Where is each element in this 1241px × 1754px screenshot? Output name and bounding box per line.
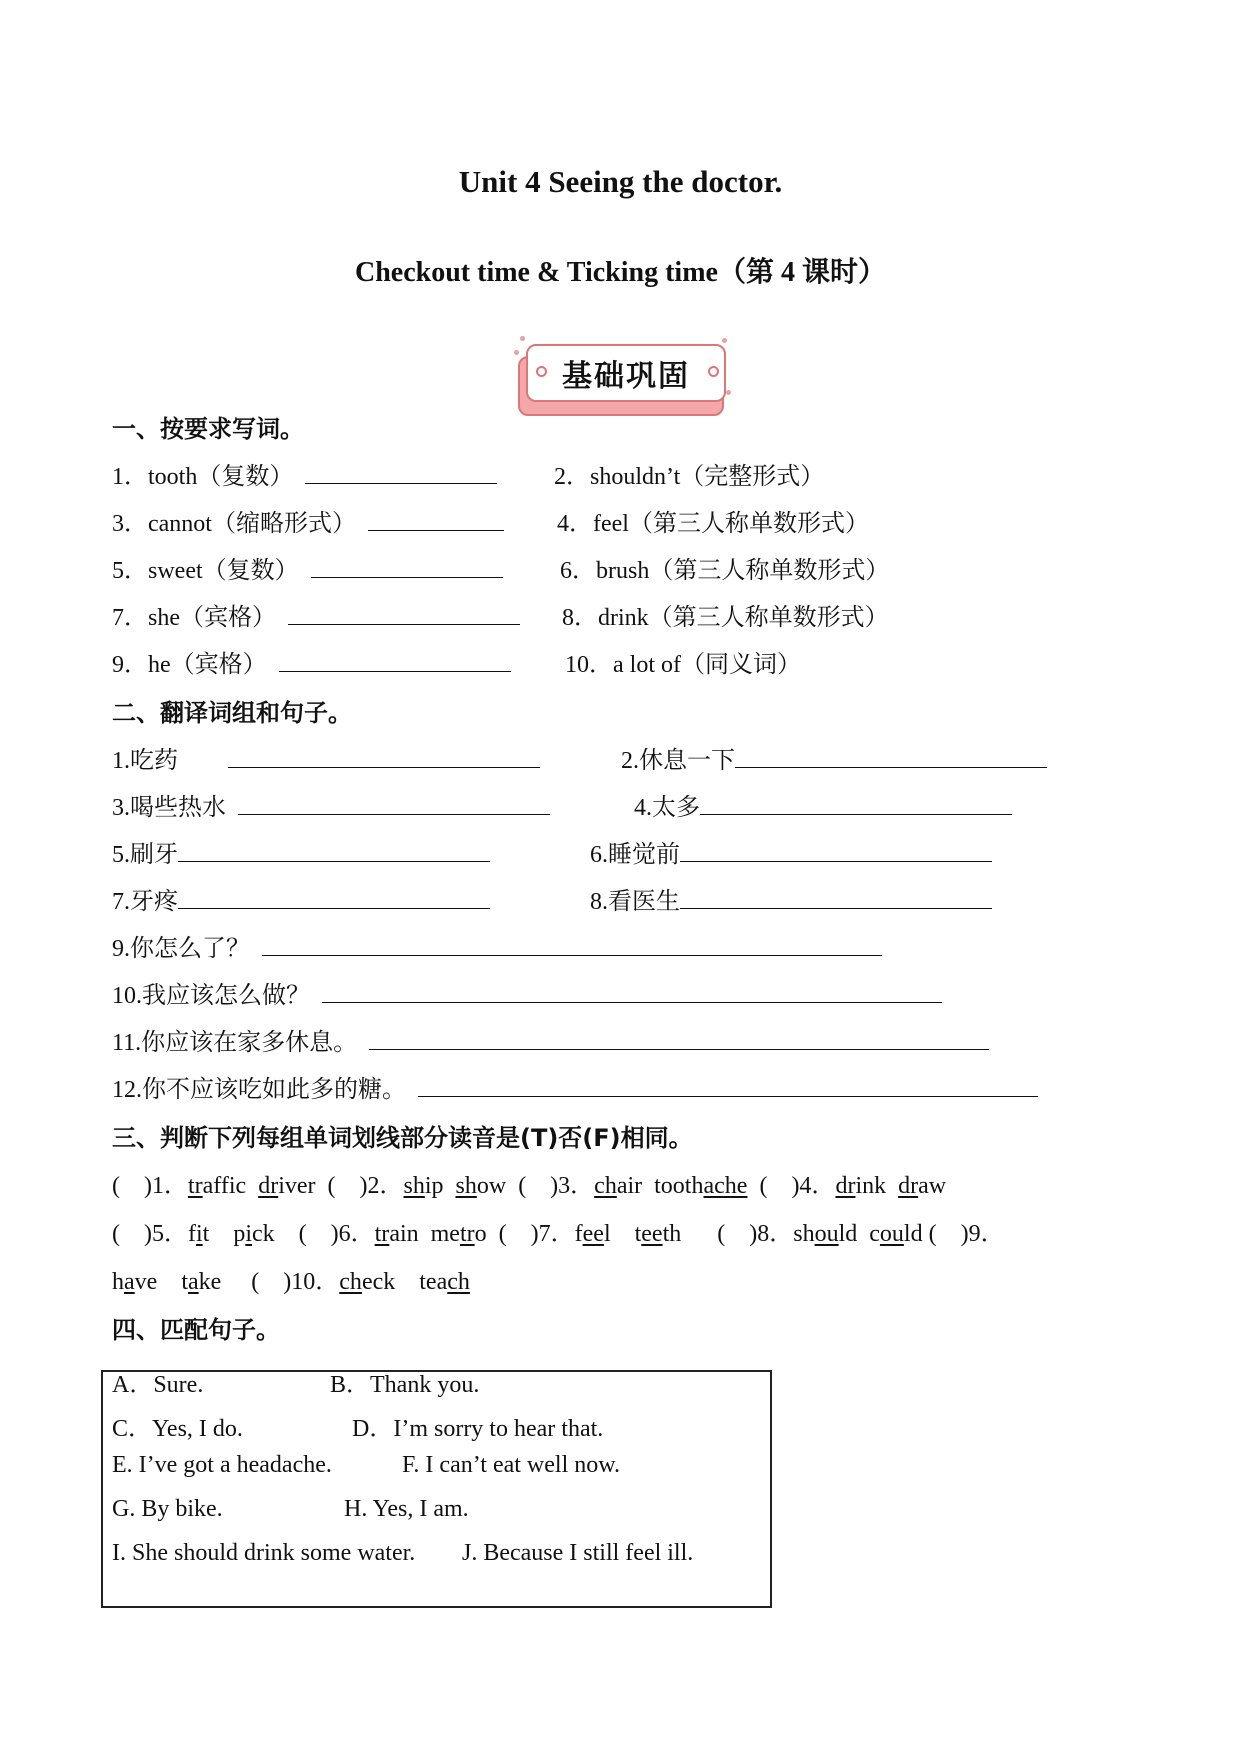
s1-question-10	[565, 644, 801, 679]
section-1-heading: 一、按要求写词。	[112, 415, 304, 443]
s1-question-6	[560, 550, 889, 585]
s2-question-2	[621, 740, 1047, 775]
section-3-heading: 三、判断下列每组单词划线部分读音是(T)否(F)相同。	[112, 1124, 693, 1152]
answer-blank[interactable]	[680, 886, 992, 909]
s1-prompt: 1．tooth（复数）	[112, 464, 294, 490]
answer-blank[interactable]	[369, 1027, 989, 1050]
answer-blank[interactable]	[228, 745, 540, 768]
section-2-heading: 二、翻译词组和句子。	[112, 699, 352, 727]
option-e: E. I’ve got a headache.	[112, 1452, 332, 1478]
s2-prompt: 5.刷牙	[112, 842, 178, 868]
answer-blank[interactable]	[700, 792, 1012, 815]
s3-item-6: ( )6．train metro	[298, 1221, 487, 1247]
s1-prompt: 4．feel（第三人称单数形式）	[557, 511, 869, 537]
option-i: I. She should drink some water.	[112, 1540, 416, 1566]
option-f: F. I can’t eat well now.	[402, 1452, 621, 1478]
s3-item-1: ( )1．traffic driver	[112, 1173, 316, 1199]
s2-question-4	[634, 787, 1012, 822]
s2-prompt: 12.你不应该吃如此多的糖。	[112, 1077, 406, 1103]
answer-blank[interactable]	[680, 839, 992, 862]
sparkle-icon	[722, 338, 727, 343]
s2-question-9	[112, 928, 882, 963]
option-d: D．I’m sorry to hear that.	[352, 1416, 604, 1442]
answer-blank[interactable]	[238, 792, 550, 815]
sparkle-icon	[520, 336, 525, 341]
s2-prompt: 2.休息一下	[621, 748, 735, 774]
s2-question-3	[112, 787, 550, 822]
s2-question-5	[112, 834, 490, 869]
answer-blank[interactable]	[305, 461, 497, 484]
answer-blank[interactable]	[262, 933, 882, 956]
s2-prompt: 3.喝些热水	[112, 795, 226, 821]
option-j: J. Because I still feel ill.	[462, 1540, 694, 1566]
s1-question-5	[112, 550, 503, 585]
s2-question-7	[112, 881, 490, 916]
answer-blank[interactable]	[178, 839, 490, 862]
s2-question-10	[112, 975, 942, 1010]
s3-item-10: ( )10．check teach	[251, 1269, 470, 1295]
answer-blank[interactable]	[288, 602, 520, 625]
badge-card	[526, 344, 726, 402]
answer-blank[interactable]	[322, 980, 942, 1003]
s2-question-6	[590, 834, 992, 869]
s3-item-3: ( )3．chair toothache	[518, 1173, 748, 1199]
s2-prompt: 6.睡觉前	[590, 842, 680, 868]
s1-prompt: 5．sweet（复数）	[112, 558, 299, 584]
s1-question-1	[112, 456, 497, 491]
sparkle-icon	[726, 390, 731, 395]
s1-question-2	[554, 456, 824, 491]
s3-item-5: ( )5．fit pick	[112, 1221, 275, 1247]
answer-blank[interactable]	[368, 508, 504, 531]
s2-prompt: 9.你怎么了？	[112, 936, 250, 962]
s1-question-8	[562, 597, 889, 632]
s3-item-9-words: have take	[112, 1269, 222, 1295]
answer-blank[interactable]	[418, 1074, 1038, 1097]
s3-row-2	[112, 1213, 1005, 1248]
s2-prompt: 8.看医生	[590, 889, 680, 915]
s1-question-4	[557, 503, 869, 538]
s3-row-3	[112, 1261, 470, 1296]
s1-prompt: 9．he（宾格）	[112, 652, 267, 678]
s1-prompt: 8．drink（第三人称单数形式）	[562, 605, 889, 631]
s1-prompt: 6．brush（第三人称单数形式）	[560, 558, 890, 584]
option-b: B．Thank you.	[330, 1372, 480, 1398]
badge-label: 基础巩固	[562, 359, 690, 394]
section-badge	[512, 342, 730, 418]
option-h: H. Yes, I am.	[344, 1496, 469, 1522]
option-a: A．Sure.	[112, 1372, 204, 1398]
s2-prompt: 4.太多	[634, 795, 700, 821]
s2-question-12	[112, 1069, 1038, 1104]
s3-item-7: ( )7．feel teeth	[498, 1221, 682, 1247]
section-4-heading: 四、匹配句子。	[112, 1316, 280, 1344]
s2-question-1	[112, 740, 540, 775]
page-title: Unit 4 Seeing the doctor.	[458, 164, 783, 199]
s1-prompt: 2．shouldn’t（完整形式）	[554, 464, 825, 490]
s1-question-7	[112, 597, 520, 632]
s2-prompt: 1.吃药	[112, 748, 178, 774]
s1-prompt: 7．she（宾格）	[112, 605, 276, 631]
answer-blank[interactable]	[311, 555, 503, 578]
sparkle-icon	[514, 350, 519, 355]
option-c: C．Yes, I do.	[112, 1416, 243, 1442]
answer-blank[interactable]	[279, 649, 511, 672]
s3-item-4: ( )4．drink draw	[759, 1173, 947, 1199]
s3-item-2: ( )2．ship show	[327, 1173, 507, 1199]
answer-blank[interactable]	[735, 745, 1047, 768]
s1-prompt: 3．cannot（缩略形式）	[112, 511, 356, 537]
s1-question-9	[112, 644, 511, 679]
options-box	[101, 1370, 772, 1608]
s1-prompt: 10．a lot of（同义词）	[565, 652, 801, 678]
s2-prompt: 11.你应该在家多休息。	[112, 1030, 358, 1056]
s3-row-1	[112, 1165, 946, 1200]
s2-question-11	[112, 1022, 989, 1057]
answer-blank[interactable]	[178, 886, 490, 909]
s2-question-8	[590, 881, 992, 916]
s1-question-3	[112, 503, 504, 538]
badge-dot-right-icon	[708, 366, 719, 377]
option-g: G. By bike.	[112, 1496, 223, 1522]
badge-dot-left-icon	[536, 366, 547, 377]
s2-prompt: 10.我应该怎么做？	[112, 983, 310, 1009]
page-subtitle: Checkout time & Ticking time（第 4 课时）	[355, 257, 886, 288]
s3-item-9-number: ( )9．	[928, 1221, 1005, 1247]
s3-item-8: ( )8．should could	[717, 1221, 923, 1247]
s2-prompt: 7.牙疼	[112, 889, 178, 915]
